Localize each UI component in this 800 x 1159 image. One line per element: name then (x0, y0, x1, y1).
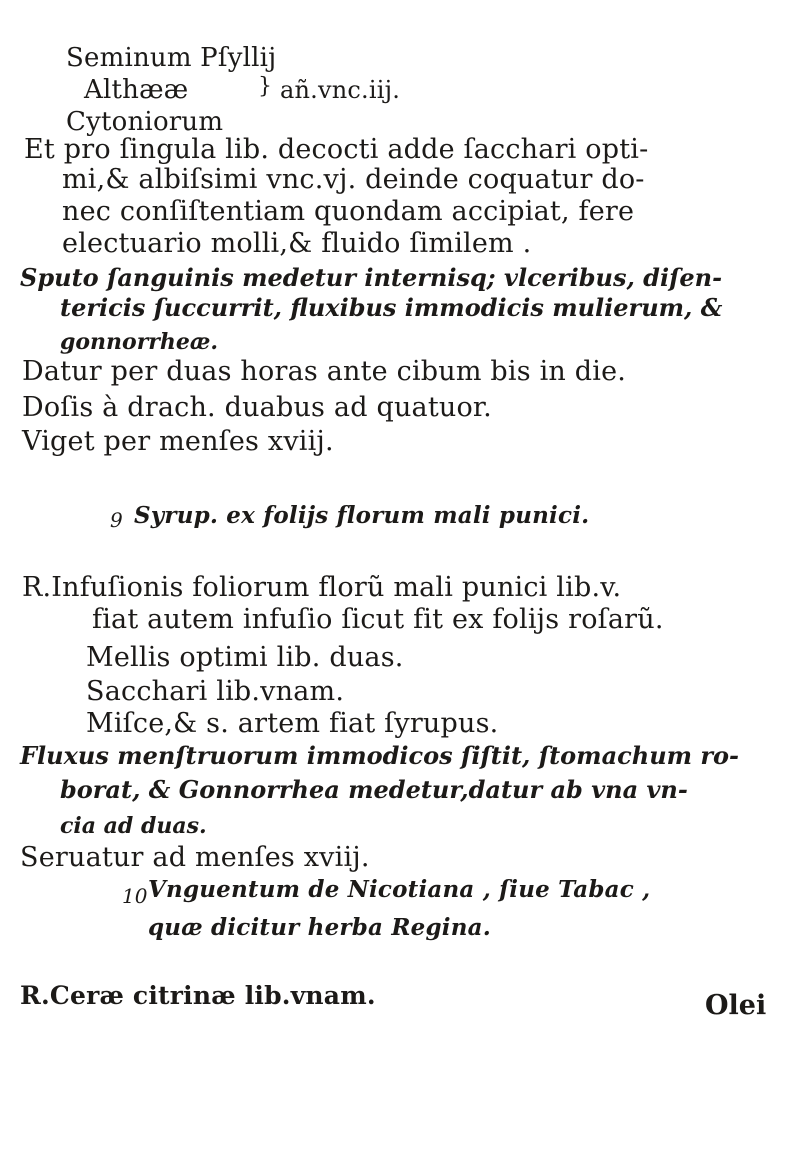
recipe-line: Mellis optimi lib. duas. (86, 642, 404, 673)
virtue-line: Fluxus menſtruorum immodicos ſiſtit, ſtomachum ro- (20, 741, 740, 770)
ingredient-cydonia: Cytoniorum (66, 107, 224, 137)
recipe-line: R.Infuſionis foliorum florũ mali punici lib.v. (22, 572, 622, 603)
text-line: electuario molli,& fluido ſimilem . (62, 228, 532, 259)
recipe-line: fiat autem infuſio ſicut fit ex folijs roſarũ. (92, 604, 664, 635)
recipe-line: R.Ceræ citrinæ lib.vnam. (20, 981, 376, 1010)
ingredient-althaea: Althææ (84, 75, 189, 105)
recipe-line: Sacchari lib.vnam. (86, 676, 345, 707)
section-heading: Vnguentum de Nicotiana , ſiue Tabac , (148, 876, 651, 903)
catchword: Olei (705, 990, 767, 1021)
ingredient-quantity: añ.vnc.iij. (280, 76, 401, 104)
section-heading: quæ dicitur herba Regina. (148, 914, 491, 941)
virtue-line: tericis ſuccurrit, fluxibus immodicis mulierum, & (60, 293, 723, 322)
ingredient-psyllium: Seminum Pſyllij (66, 43, 277, 73)
text-line: Et pro ſingula lib. decocti adde ſacchari opti- (24, 134, 649, 165)
virtue-line: gonnorrheæ. (60, 329, 219, 355)
dose-line: Doſis à drach. duabus ad quatuor. (22, 392, 492, 423)
virtue-line: Sputo ſanguinis medetur internisq; vlceribus, diſen- (20, 263, 723, 292)
virtue-line: borat, & Gonnorrhea medetur,datur ab vna vn- (60, 775, 688, 804)
section-heading: Syrup. ex folijs florum mali punici. (134, 502, 590, 529)
text-line: mi,& albiſsimi vnc.vj. deinde coquatur do- (62, 164, 645, 195)
brace-glyph: } (258, 74, 272, 99)
dose-line: Viget per menſes xviij. (22, 426, 334, 457)
recipe-line: Miſce,& s. artem fiat ſyrupus. (86, 708, 499, 739)
dose-line: Datur per duas horas ante cibum bis in die. (22, 356, 627, 387)
virtue-line: cia ad duas. (60, 813, 207, 839)
section-number: 9 (110, 508, 123, 532)
text-line: nec conſiſtentiam quondam accipiat, fere (62, 196, 635, 227)
section-number: 10 (122, 884, 148, 908)
keep-line: Seruatur ad menſes xviij. (20, 842, 370, 873)
